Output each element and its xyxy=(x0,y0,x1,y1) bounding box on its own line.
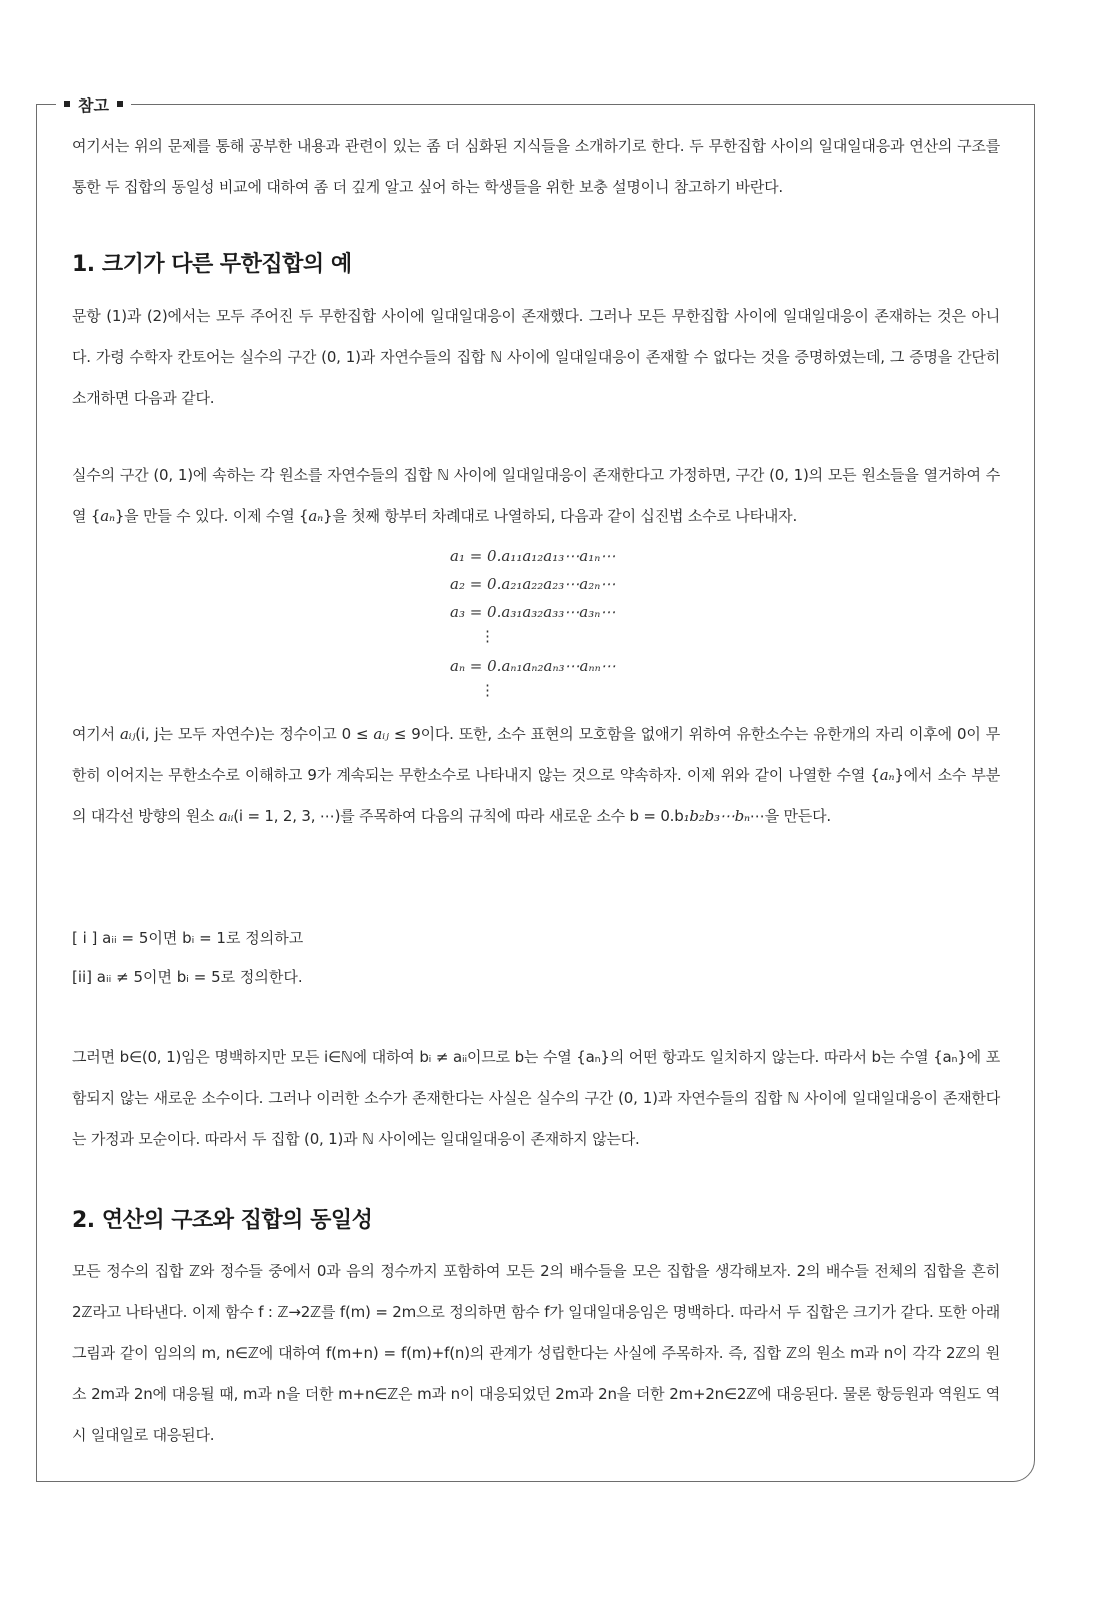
section2-paragraph-1: 모든 정수의 집합 ℤ와 정수들 중에서 0과 음의 정수까지 포함하여 모든 2의 배수들을 모은 집합을 생각해보자. 2의 배수들 전체의 집합을 흔히 2ℤ라고 나타낸다. 이제 함수 f : ℤ→2ℤ를 f(m) = 2m으로 정의하면 함수 f가 일대일대응임은 명백하다. 따라서 두 집합은 크기가 같다. 또한 아래 그림과 같이 임의의 m, n∈ℤ에 대하여 f(m+n) = f(m)+f(n)의 관계가 성립한다는 사실에 주목하자. 즉, 집합 ℤ의 원소 m과 n이 각각 2ℤ의 원소 2m과 2n에 대응될 때, m과 n을 더한 m+n∈ℤ은 m과 n이 대응되었던 2m과 2n을 더한 2m+2n∈2ℤ에 대응된다. 물론 항등원과 역원도 역시 일대일로 대응된다. xyxy=(72,1262,1000,1444)
section1-paragraph-1: 문항 (1)과 (2)에서는 모두 주어진 두 무한집합 사이에 일대일대응이 존재했다. 그러나 모든 무한집합 사이에 일대일대응이 존재하는 것은 아니다. 가령 수학자 칸토어는 실수의 구간 (0, 1)과 자연수들의 집합 ℕ 사이에 일대일대응이 존재할 수 없다는 것을 증명하였는데, 그 증명을 간단히 소개하면 다음과 같다. xyxy=(72,307,1000,407)
bullet-square-icon xyxy=(64,101,70,107)
note-label-text: 참고 xyxy=(78,95,109,115)
section1-paragraph-3: 여기서 aᵢⱼ(i, j는 모두 자연수)는 정수이고 0 ≤ aᵢⱼ ≤ 9이다. 또한, 소수 표현의 모호함을 없애기 위하여 유한소수는 유한개의 자리 이후에 0이 무한히 이어지는 무한소수로 이해하고 9가 계속되는 무한소수로 나타내지 않는 것으로 약속하자. 이제 위와 같이 나열한 수열 {aₙ}에서 소수 부분의 대각선 방향의 원소 aᵢᵢ(i = 1, 2, 3, ⋯)를 주목하여 다음의 규칙에 따라 새로운 소수 b = 0.b₁b₂b₃⋯bₙ⋯을 만든다. xyxy=(72,725,1000,825)
equation-row: a₂ = 0.a₂₁a₂₂a₂₃⋯a₂ₙ⋯ xyxy=(450,575,616,593)
equation-row: a₁ = 0.a₁₁a₁₂a₁₃⋯a₁ₙ⋯ xyxy=(450,547,616,565)
rule-case-1: [ i ] aᵢᵢ = 5이면 bᵢ = 1로 정의하고 xyxy=(72,929,304,947)
decimal-expansion-list xyxy=(450,542,616,706)
vertical-ellipsis: ⋮ xyxy=(480,627,495,645)
bullet-square-icon xyxy=(117,101,123,107)
section1-paragraph-2: 실수의 구간 (0, 1)에 속하는 각 원소를 자연수들의 집합 ℕ 사이에 일대일대응이 존재한다고 가정하면, 구간 (0, 1)의 모든 원소들을 열거하여 수열 {aₙ}을 만들 수 있다. 이제 수열 {aₙ}을 첫째 항부터 차례대로 나열하되, 다음과 같이 십진법 소수로 나타내자. xyxy=(72,466,1000,525)
section1-title: 1. 크기가 다른 무한집합의 예 xyxy=(72,252,352,277)
equation-row: a₃ = 0.a₃₁a₃₂a₃₃⋯a₃ₙ⋯ xyxy=(450,603,616,621)
vertical-ellipsis: ⋮ xyxy=(480,681,495,699)
section2-title: 2. 연산의 구조와 집합의 동일성 xyxy=(72,1208,373,1233)
section1-paragraph-4: 그러면 b∈(0, 1)임은 명백하지만 모든 i∈ℕ에 대하여 bᵢ ≠ aᵢᵢ이므로 b는 수열 {aₙ}의 어떤 항과도 일치하지 않는다. 따라서 b는 수열 {aₙ}에 포함되지 않는 새로운 소수이다. 그러나 이러한 소수가 존재한다는 사실은 실수의 구간 (0, 1)과 자연수들의 집합 ℕ 사이에 일대일대응이 존재한다는 가정과 모순이다. 따라서 두 집합 (0, 1)과 ℕ 사이에는 일대일대응이 존재하지 않는다. xyxy=(72,1048,1000,1148)
intro-paragraph: 여기서는 위의 문제를 통해 공부한 내용과 관련이 있는 좀 더 심화된 지식들을 소개하기로 한다. 두 무한집합 사이의 일대일대응과 연산의 구조를 통한 두 집합의 동일성 비교에 대하여 좀 더 깊게 알고 싶어 하는 학생들을 위한 보충 설명이니 참고하기 바란다. xyxy=(72,137,1000,196)
note-label xyxy=(56,93,131,115)
equation-row: aₙ = 0.aₙ₁aₙ₂aₙ₃⋯aₙₙ⋯ xyxy=(450,657,616,675)
rule-case-2: [ii] aᵢᵢ ≠ 5이면 bᵢ = 5로 정의한다. xyxy=(72,968,303,986)
